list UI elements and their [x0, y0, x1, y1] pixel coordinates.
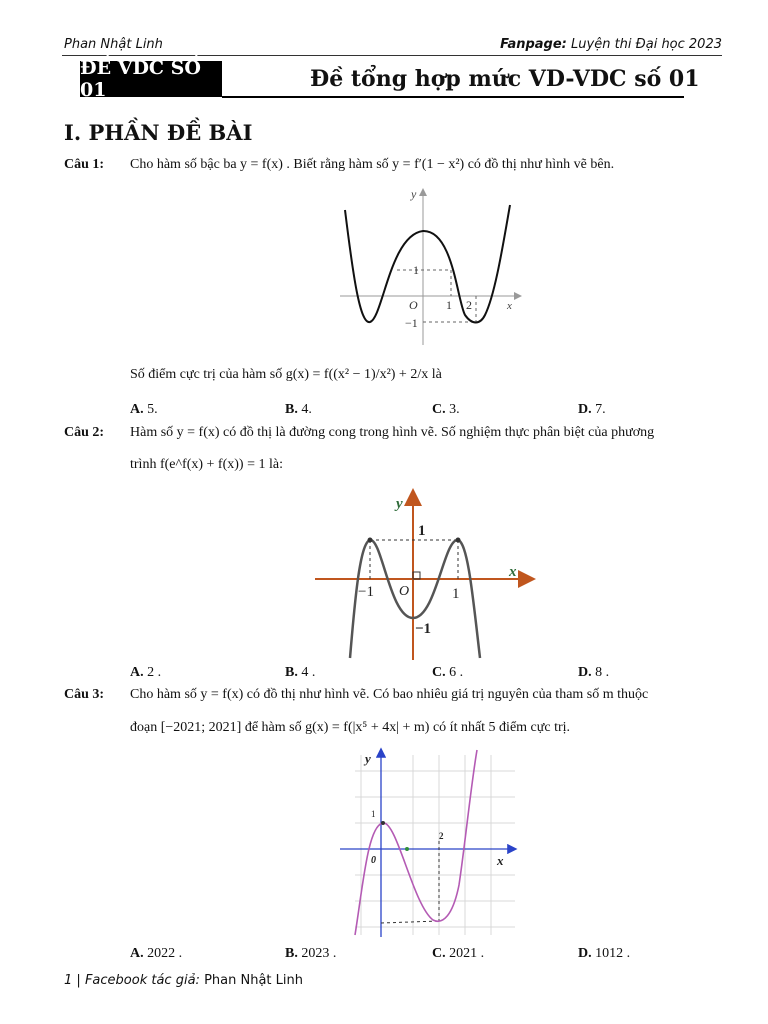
header-fanpage-text: Luyện thi Đại học 2023 — [571, 37, 722, 52]
exam-badge: ĐỀ VDC SỐ 01 — [80, 61, 222, 97]
q2-x-label: x — [509, 564, 517, 580]
q2-answer-b: B. 4 . — [285, 665, 316, 680]
question-1-text: Cho hàm số bậc ba y = f(x) . Biết rằng hàm số y = f′(1 − x²) có đồ thị như hình vẽ bên. — [130, 157, 615, 172]
q1-tick-ym1: −1 — [405, 316, 418, 330]
q1-tick-1: 1 — [446, 298, 452, 312]
question-2-graph — [310, 488, 540, 663]
question-3-text: Cho hàm số y = f(x) có đồ thị như hình vẽ. Có bao nhiêu giá trị nguyên của tham số m thuộc — [130, 687, 649, 702]
question-1-subtext: Số điểm cực trị của hàm số g(x) = f((x² − 1)/x²) + 2/x là — [130, 367, 442, 382]
question-2-text: Hàm số y = f(x) có đồ thị là đường cong trong hình vẽ. Số nghiệm thực phân biệt của phương — [130, 425, 655, 440]
q3-answer-a: A. 2022 . — [130, 946, 183, 961]
header-divider — [62, 55, 722, 56]
q1-answer-c: C. 3. — [432, 402, 460, 417]
q3-answer-d: D. 1012 . — [578, 946, 631, 961]
q3-point-max — [381, 821, 385, 825]
q3-curve — [355, 750, 477, 935]
q1-tick-y1: 1 — [413, 263, 419, 277]
q1-tick-2: 2 — [466, 298, 472, 312]
q2-point-max-left — [368, 538, 373, 543]
q2-tick-ym1: −1 — [415, 621, 432, 637]
q1-origin-label: O — [409, 298, 418, 312]
page-number: 1 — [64, 973, 73, 988]
q1-answer-a: A. 5. — [130, 402, 158, 417]
q2-tick-1: 1 — [452, 586, 460, 602]
question-1-label: Câu 1: — [64, 157, 105, 172]
q2-answer-d: D. 8 . — [578, 665, 610, 680]
header-fanpage-prefix: Fanpage: — [500, 37, 567, 52]
q3-answer-b: B. 2023 . — [285, 946, 337, 961]
header-author: Phan Nhật Linh — [64, 37, 163, 52]
header-fanpage — [500, 37, 722, 52]
question-2-subtext: trình f(e^f(x) + f(x)) = 1 là: — [130, 457, 283, 472]
question-2-label: Câu 2: — [64, 425, 105, 440]
q3-point-root — [405, 847, 409, 851]
question-1-graph — [335, 185, 525, 350]
q1-x-label: x — [507, 300, 512, 312]
q1-y-label: y — [411, 187, 417, 201]
q2-right-angle — [413, 572, 420, 579]
q2-tick-y1: 1 — [418, 523, 426, 539]
q3-origin-label: 0 — [371, 855, 376, 866]
q1-curve — [345, 205, 510, 323]
q1-answer-b: B. 4. — [285, 402, 312, 417]
q2-answer-c: C. 6 . — [432, 665, 464, 680]
q3-guide-min — [381, 921, 439, 923]
title-underline — [222, 96, 684, 98]
question-3-label: Câu 3: — [64, 687, 105, 702]
footer-label: Facebook tác giả: — [84, 973, 200, 988]
q1-answer-d: D. 7. — [578, 402, 606, 417]
q2-answer-a: A. 2 . — [130, 665, 162, 680]
question-3-graph — [335, 745, 520, 940]
section-heading: I. PHẦN ĐỀ BÀI — [64, 120, 253, 145]
q3-y-label: y — [365, 751, 371, 766]
q2-origin-label: O — [399, 584, 410, 599]
q3-tick-2: 2 — [439, 831, 444, 841]
footer — [64, 973, 303, 988]
footer-author-name: Phan Nhật Linh — [204, 973, 303, 988]
page-title: Đề tổng hợp mức VD-VDC số 01 — [310, 66, 700, 92]
footer-separator: | — [76, 973, 81, 988]
q2-point-max-right — [456, 538, 461, 543]
q3-grid — [355, 755, 515, 935]
q3-tick-y1: 1 — [371, 809, 376, 819]
q2-tick-m1: −1 — [358, 584, 374, 600]
q3-answer-c: C. 2021 . — [432, 946, 485, 961]
question-3-subtext: đoạn [−2021; 2021] để hàm số g(x) = f(|x⁵ + 4x| + m) có ít nhất 5 điểm cực trị. — [130, 720, 571, 735]
q3-x-label: x — [497, 853, 504, 868]
q2-y-label: y — [396, 496, 403, 512]
